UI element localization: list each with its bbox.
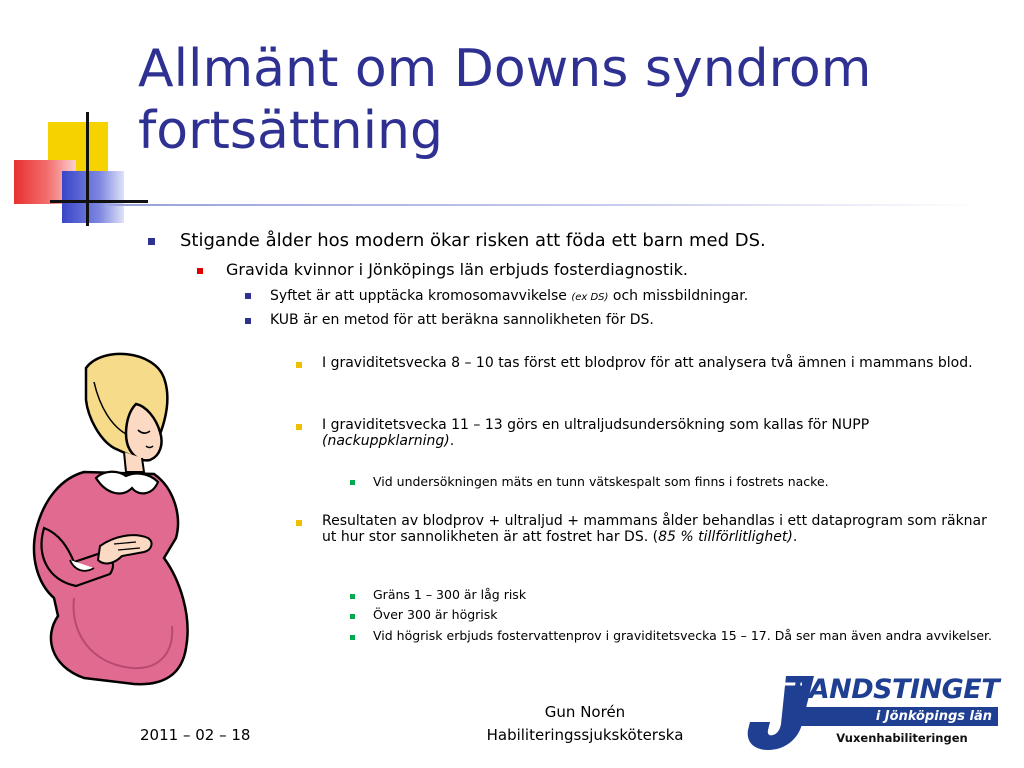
decor-vertical-line <box>86 112 89 226</box>
bullet-y2-post: . <box>449 433 455 449</box>
bullet-l3b: KUB är en metod för att beräkna sannolikheten för DS. <box>270 312 654 328</box>
decor-horizontal-line <box>50 200 148 203</box>
bullet-marker-y1 <box>296 362 302 368</box>
bullet-g1: Vid undersökningen mäts en tunn vätskespalt som finns i fostrets nacke. <box>373 474 829 489</box>
footer-role: Habiliteringssjuksköterska <box>486 726 684 744</box>
bullet-g4: Vid högrisk erbjuds fostervattenprov i graviditetsvecka 15 – 17. Då ser man även andra avvikelser. <box>373 628 992 643</box>
bullet-l1: Stigande ålder hos modern ökar risken att föda ett barn med DS. <box>180 230 766 251</box>
bullet-marker-l3b <box>245 318 251 324</box>
logo-name: LANDSTINGET <box>792 674 1000 705</box>
logo-subtitle: i Jönköpings län <box>796 707 998 726</box>
bullet-marker-l2 <box>197 268 203 274</box>
footer-author: Gun Norén <box>544 703 626 721</box>
bullet-y3-italic: 85 % tillförlitlighet) <box>658 529 793 545</box>
bullet-g3: Över 300 är högrisk <box>373 607 498 622</box>
bullet-marker-l3a <box>245 293 251 299</box>
bullet-marker-y2 <box>296 424 302 430</box>
bullet-y2 <box>322 417 994 449</box>
bullet-g2: Gräns 1 – 300 är låg risk <box>373 587 527 602</box>
bullet-l3a <box>270 287 990 307</box>
bullet-y3 <box>322 513 994 545</box>
decor-blue-square <box>62 171 124 223</box>
bullet-marker-g1 <box>350 480 355 485</box>
title-line-2: fortsättning <box>138 101 443 161</box>
title-underline <box>108 204 978 206</box>
bullet-y2-italic: (nackuppklarning) <box>322 433 450 449</box>
bullet-l3a-italic: (ex DS) <box>571 292 609 303</box>
landstinget-logo <box>742 672 1000 752</box>
bullet-marker-g4 <box>350 635 355 640</box>
bullet-y3-post: . <box>792 529 798 545</box>
bullet-y1: I graviditetsvecka 8 – 10 tas först ett blodprov för att analysera två ämnen i mammans blod. <box>322 355 973 371</box>
title-line-1: Allmänt om Downs syndrom <box>138 39 872 99</box>
bullet-marker-l1 <box>148 238 155 245</box>
bullet-marker-g3 <box>350 614 355 619</box>
logo-unit: Vuxenhabiliteringen <box>836 731 968 745</box>
bullet-l3a-pre: Syftet är att upptäcka kromosomavvikelse <box>270 288 572 304</box>
bullet-l3a-post: och missbildningar. <box>608 288 749 304</box>
bullet-y3-pre: Resultaten av blodprov + ultraljud + mammans ålder behandlas i ett dataprogram som räknar ut hur stor sannolikheten är att fostret har DS. ( <box>322 513 987 545</box>
slide-title <box>138 38 998 162</box>
bullet-y2-pre: I graviditetsvecka 11 – 13 görs en ultraljudsundersökning som kallas för NUPP <box>322 417 870 433</box>
bullet-marker-y3 <box>296 520 302 526</box>
bullet-l2: Gravida kvinnor i Jönköpings län erbjuds fosterdiagnostik. <box>226 260 688 279</box>
pregnant-woman-illustration <box>14 348 229 690</box>
footer-date: 2011 – 02 – 18 <box>140 726 251 744</box>
bullet-marker-g2 <box>350 594 355 599</box>
